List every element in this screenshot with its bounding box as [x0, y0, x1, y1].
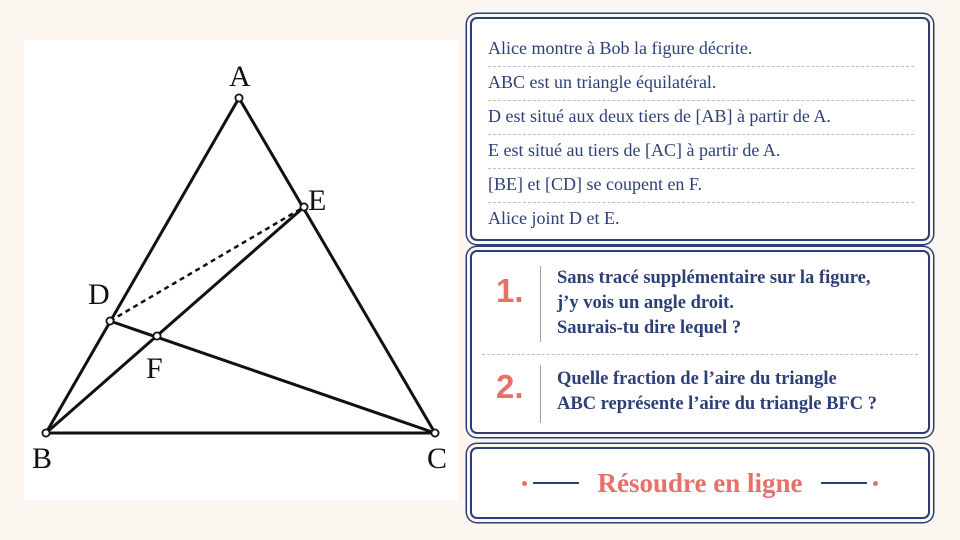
question-line: Quelle fraction de l’aire du triangle [557, 369, 837, 389]
statement-line: Alice joint D et E. [488, 208, 620, 228]
statement-card [470, 17, 930, 241]
question-2 [482, 355, 918, 445]
question-line: j’y vois un angle droit. [557, 293, 734, 313]
question-divider [540, 266, 541, 342]
triangle-figure [24, 40, 458, 500]
figure-panel [24, 40, 458, 500]
segment-be [46, 207, 304, 433]
solve-online-button[interactable] [470, 447, 930, 519]
solve-online-label: Résoudre en ligne [597, 467, 803, 498]
question-line: Sans tracé supplémentaire sur la figure, [557, 268, 871, 288]
point-b [42, 429, 49, 436]
question-number: 1. [496, 272, 524, 309]
left-ornament [522, 481, 585, 486]
statement-line: D est situé aux deux tiers de [AB] à partir de A. [488, 101, 914, 135]
point-e [300, 203, 307, 210]
label-c: C [427, 442, 448, 475]
segment-de-dashed [110, 207, 304, 321]
point-a [235, 94, 242, 101]
label-b: B [32, 442, 53, 475]
point-c [431, 429, 438, 436]
question-1 [482, 252, 918, 355]
question-line: Saurais-tu dire lequel ? [557, 318, 742, 338]
segment-ac [239, 98, 435, 433]
segment-ab [46, 98, 239, 433]
label-a: A [229, 60, 251, 93]
statement-line: [BE] et [CD] se coupent en F. [488, 169, 914, 203]
question-number: 2. [496, 368, 524, 405]
statement-line: Alice montre à Bob la figure décrite. [488, 33, 914, 67]
label-e: E [308, 184, 327, 217]
question-divider [540, 365, 541, 423]
questions-card [470, 250, 930, 434]
right-ornament [815, 481, 878, 486]
point-f [153, 332, 160, 339]
statement-line: E est situé au tiers de [AC] à partir de A. [488, 135, 914, 169]
label-d: D [88, 278, 110, 311]
question-line: ABC représente l’aire du triangle BFC ? [557, 394, 877, 414]
label-f: F [146, 352, 163, 385]
question-text [557, 266, 870, 341]
point-d [106, 317, 113, 324]
statement-line: ABC est un triangle équilatéral. [488, 67, 914, 101]
question-text [557, 367, 877, 417]
